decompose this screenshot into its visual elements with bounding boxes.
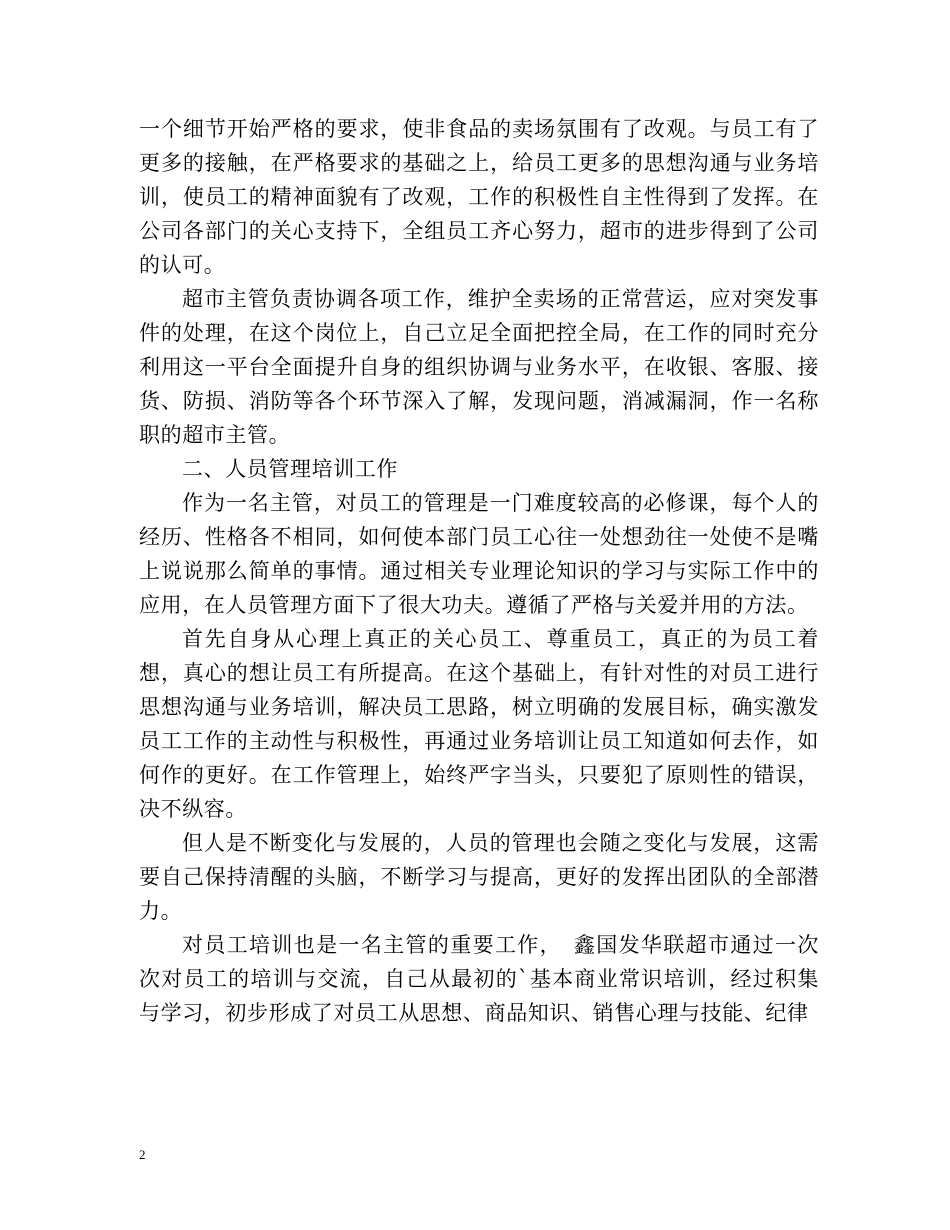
section-heading: 二、人员管理培训工作 xyxy=(182,457,398,481)
paragraph-care-and-respect: 首先自身从心理上真正的关心员工、尊重员工，真正的为员工着想，真心的想让员工有所提高。在这个基础上，有针对性的对员工进行思想沟通与业务培训，解决员工思路，树立明确的发展目标，确实激发员工工作的主动性与积极性，再通过业务培训让员工知道如何去作，如何作的更好。在工作管理上，始终严字当头，只要犯了原则性的错误，决不纵容。 xyxy=(139,627,819,821)
document-body xyxy=(139,112,819,1030)
page-number: 2 xyxy=(139,1147,146,1162)
paragraph-staff-training: 对员工培训也是一名主管的重要工作， 鑫国发华联超市通过一次次对员工的培训与交流，自己从最初的`基本商业常识培训，经过积集与学习，初步形成了对员工从思想、商品知识、销售心理与技能、纪律 xyxy=(139,933,819,1025)
paragraph-supervisor-duties: 超市主管负责协调各项工作，维护全卖场的正常营运，应对突发事件的处理，在这个岗位上，自己立足全面把控全局，在工作的同时充分利用这一平台全面提升自身的组织协调与业务水平，在收银、客服、接货、防损、消防等各个环节深入了解，发现问题，消减漏洞，作一名称职的超市主管。 xyxy=(139,287,819,447)
paragraph-staff-management: 作为一名主管，对员工的管理是一门难度较高的必修课，每个人的经历、性格各不相同，如何使本部门员工心往一处想劲往一处使不是嘴上说说那么简单的事情。通过相关专业理论知识的学习与实际工作中的应用，在人员管理方面下了很大功夫。遵循了严格与关爱并用的方法。 xyxy=(139,491,819,617)
paragraph-continuation: 一个细节开始严格的要求，使非食品的卖场氛围有了改观。与员工有了更多的接触，在严格要求的基础之上，给员工更多的思想沟通与业务培训，使员工的精神面貌有了改观，工作的积极性自主性得到了发挥。在公司各部门的关心支持下，全组员工齐心努力，超市的进步得到了公司的认可。 xyxy=(139,117,819,277)
paragraph-continuous-learning: 但人是不断变化与发展的，人员的管理也会随之变化与发展，这需要自己保持清醒的头脑，不断学习与提高，更好的发挥出团队的全部潜力。 xyxy=(139,831,819,923)
